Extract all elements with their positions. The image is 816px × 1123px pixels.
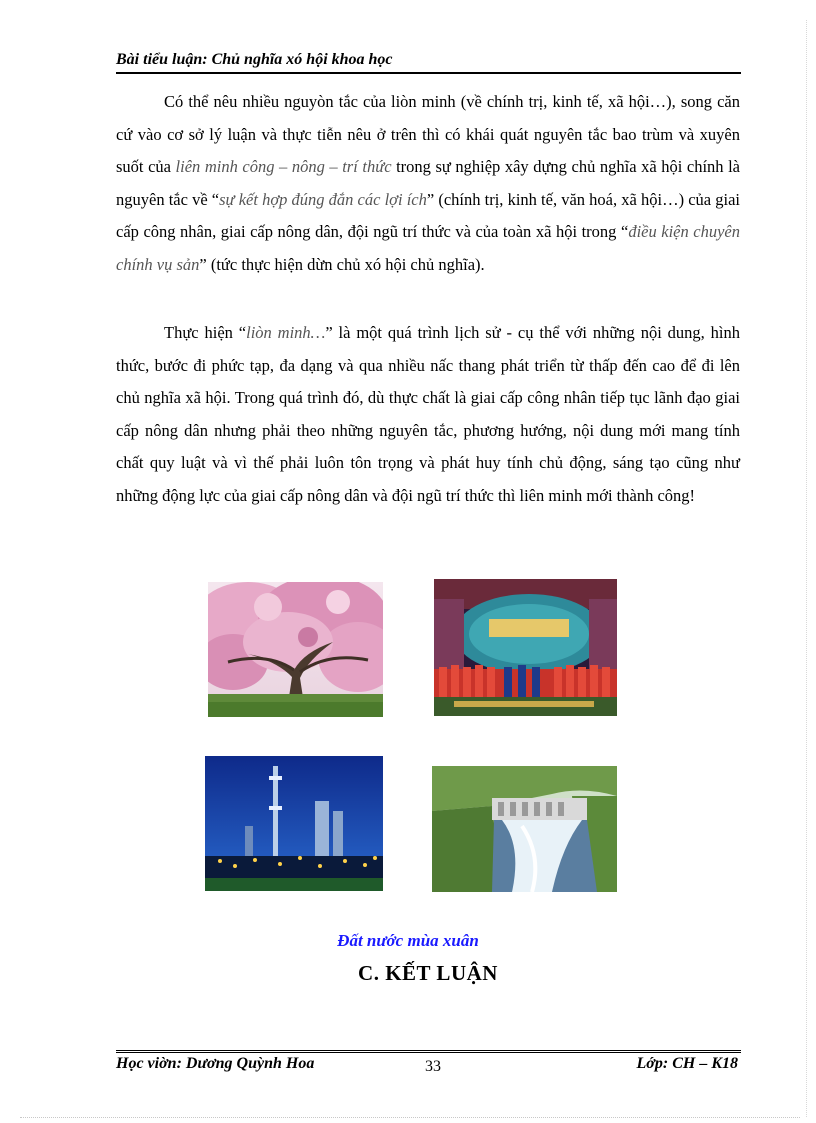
- page-border-bottom: [20, 1117, 800, 1118]
- refinery-night-photo: [205, 756, 383, 891]
- paragraph-1-text-1: Có thể nêu nhiều nguyòn tắc của liòn minh (về chính trị, kinh tế, xã hội…), song căn cứ vào cơ sở lý luận và thực tiễn nêu ở trên thì có khái quát nguyên tắc bao trùm và xuyên suốt của: [116, 92, 740, 176]
- paragraph-2-italic-1: liòn minh…: [246, 323, 326, 342]
- page-border-right: [806, 20, 807, 1117]
- page-number: 33: [425, 1058, 441, 1075]
- header-title: Bài tiểu luận: Chủ nghĩa xó hội khoa học: [116, 51, 393, 68]
- blossom-tree-photo: [208, 582, 383, 717]
- paragraph-1-italic-2: sự kết hợp đúng đắn các lợi ích: [219, 189, 427, 209]
- hydro-dam-photo: [432, 766, 617, 892]
- paragraph-1-text-3: ” (chính trị, kinh tế, văn hoá, xã hội…) của giai cấp công nhân, giai cấp nông dân, đội ngũ trí thức và của toàn xã hội trong “: [116, 189, 740, 241]
- page-header: [116, 48, 741, 74]
- paragraph-2-text-1: Thực hiện “: [164, 323, 247, 342]
- paragraph-1-text-2: trong sự nghiệp xây dựng chủ nghĩa xã hội chính là nguyên tắc về “: [116, 157, 740, 209]
- paragraph-2: [116, 317, 740, 512]
- stage-performance-photo: [434, 579, 617, 716]
- section-title: C. KẾT LUẬN: [358, 961, 498, 985]
- paragraph-1-italic-3: điều kiện chuyên chính vụ sản: [116, 222, 741, 274]
- paragraph-1-italic-1: liên minh công – nông – trí thức: [175, 157, 392, 176]
- paragraph-2-text-2: ” là một quá trình lịch sử - cụ thể với những nội dung, hình thức, bước đi phức tạp, đa dạng và qua nhiều nấc thang phát triển từ thấp đến cao để đi lên chủ nghĩa xã hội. Trong quá trình đó, dù thực chất là giai cấp công nhân tiếp tục lãnh đạo giai cấp nông dân nhưng phải theo những nguyên tắc, phương hướng, nội dung mới mang tính chất quy luật và vì thế phải luôn tôn trọng và phát huy tính chủ động, sáng tạo cũng như những động lực của giai cấp nông dân và đội ngũ trí thức thì liên minh mới thành công!: [116, 323, 741, 505]
- footer-student-name: Học viờn: Dương Quỳnh Hoa: [116, 1055, 315, 1072]
- footer-rule: [116, 1050, 741, 1053]
- footer-class: Lớp: CH – K18: [636, 1055, 738, 1072]
- paragraph-1-text-4: ” (tức thực hiện dừn chủ xó hội chủ nghĩa).: [199, 254, 485, 274]
- photo-caption: Đất nước mùa xuân: [337, 931, 479, 950]
- paragraph-1: [116, 86, 740, 281]
